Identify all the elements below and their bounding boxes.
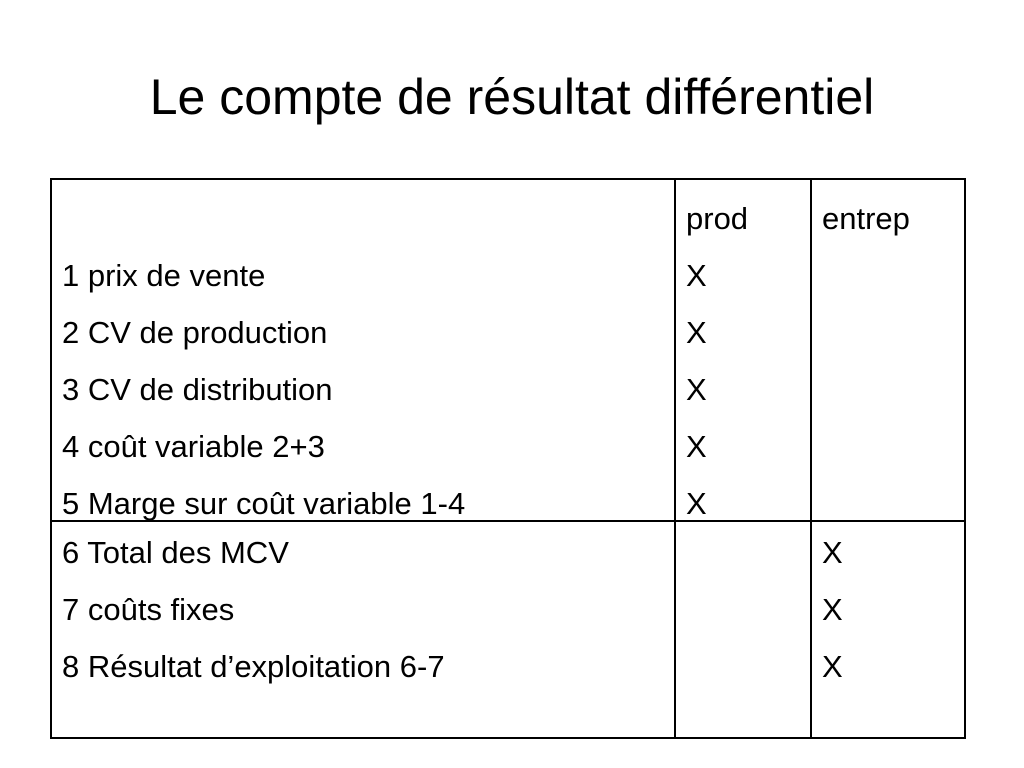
prod-mark: X <box>686 315 707 350</box>
prod-mark: X <box>686 258 707 293</box>
row-label: 3 CV de distribution <box>62 372 333 407</box>
row-label: 5 Marge sur coût variable 1-4 <box>62 486 466 521</box>
column-header-entrep: entrep <box>822 201 910 236</box>
result-table-container <box>50 178 966 739</box>
entrep-mark <box>822 418 964 475</box>
label-column-top <box>51 179 675 521</box>
slide-title: Le compte de résultat différentiel <box>149 69 875 125</box>
prod-mark <box>686 524 810 581</box>
entrep-mark: X <box>822 649 843 684</box>
row-label: 2 CV de production <box>62 315 328 350</box>
header-label <box>62 190 674 247</box>
prod-mark <box>686 638 810 695</box>
entrep-column-bottom <box>811 521 965 738</box>
prod-column-bottom <box>675 521 811 738</box>
entrep-mark: X <box>822 592 843 627</box>
prod-mark: X <box>686 486 707 521</box>
entrep-column-top <box>811 179 965 521</box>
row-label: 6 Total des MCV <box>62 535 289 570</box>
table-section-variable <box>51 179 965 521</box>
entrep-mark <box>822 304 964 361</box>
row-label: 1 prix de vente <box>62 258 266 293</box>
entrep-mark <box>822 247 964 304</box>
prod-mark: X <box>686 429 707 464</box>
column-header-prod: prod <box>686 201 749 236</box>
label-column-bottom <box>51 521 675 738</box>
entrep-mark <box>822 361 964 418</box>
row-label: 4 coût variable 2+3 <box>62 429 325 464</box>
entrep-mark: X <box>822 535 843 570</box>
table-section-fixed <box>51 521 965 738</box>
prod-mark <box>686 581 810 638</box>
row-label: 7 coûts fixes <box>62 592 235 627</box>
prod-mark: X <box>686 372 707 407</box>
row-label: 8 Résultat d’exploitation 6-7 <box>62 649 445 684</box>
prod-column-top <box>675 179 811 521</box>
result-table <box>50 178 966 739</box>
